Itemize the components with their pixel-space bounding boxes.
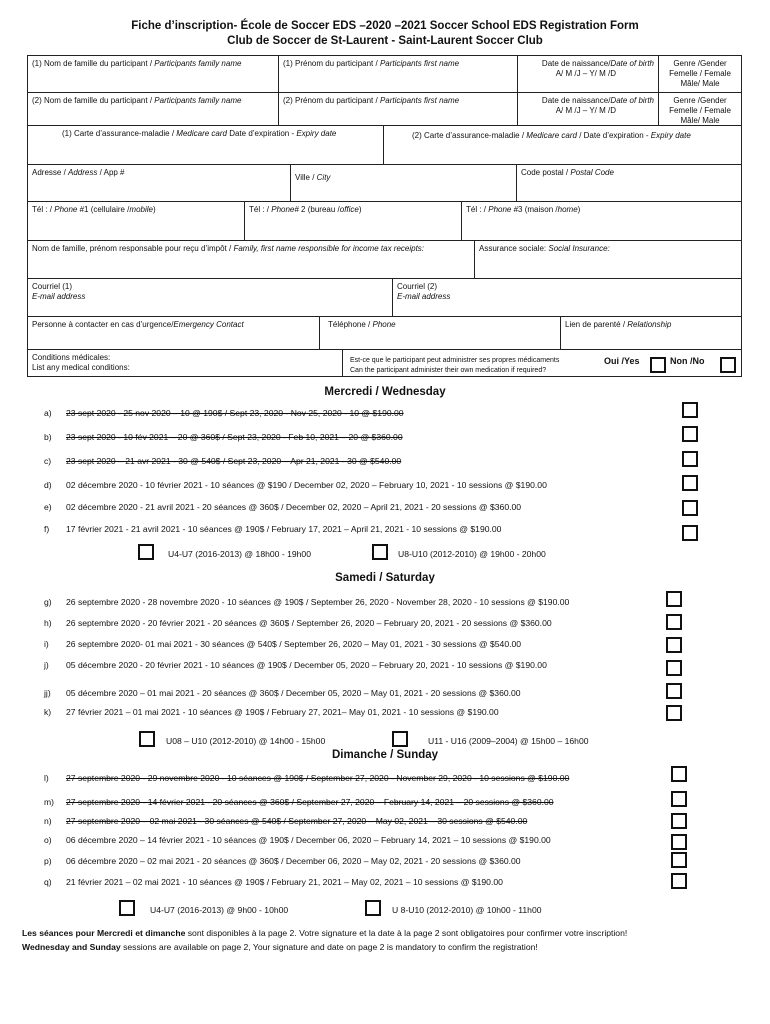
option-text: 23 sept 2020 – 21 avr 2021 - 30 @ 540$ / Sept 23, 2020 – Apr 21, 2021 - 30 @ $540.00 (66, 456, 402, 466)
sunday-option-checkbox[interactable] (671, 791, 687, 807)
footer-text: sessions are available on page 2, Your signature and date on page 2 is mandatory to confirm the registration! (120, 942, 538, 952)
label: / Date d’expiration - (576, 131, 651, 140)
label-en: Can the participant administer their own medication if required? (350, 367, 547, 374)
phone-2-field[interactable] (244, 201, 462, 241)
label: #1 (cellulaire / (77, 205, 130, 214)
p2-lastname-field[interactable] (27, 92, 279, 126)
label: ) (577, 205, 581, 214)
label-en: Medicare card (176, 129, 227, 138)
option-text: 02 décembre 2020 - 10 février 2021 - 10 séances @ $190 / December 02, 2020 – February 10, 2021 - 10 sessions @ $190.00 (66, 480, 547, 490)
option-letter: c) (44, 456, 52, 466)
label: (1) Carte d’assurance-maladie / (62, 129, 177, 138)
label: Date de naissance/ (541, 96, 611, 105)
wednesday-option (44, 408, 404, 418)
saturday-option (44, 688, 521, 698)
date-format: A/ M /J – Y/ M /D (555, 69, 616, 78)
label-en: home (557, 205, 578, 214)
label-en: Emergency Contact (173, 320, 244, 329)
label: Genre /Gender (673, 96, 727, 105)
label-en: Participants first name (379, 96, 460, 105)
label-en: Expiry date (296, 129, 337, 138)
label: Courriel (2) (397, 282, 438, 291)
label-en: Date of birth (610, 59, 654, 68)
wednesday-group-1-checkbox[interactable] (138, 544, 154, 560)
saturday-option-checkbox[interactable] (666, 591, 682, 607)
label-en: Medicare card (526, 131, 577, 140)
wednesday-option (44, 432, 403, 442)
label: Est-ce que le participant peut administrer ses propres médicaments (350, 357, 560, 364)
option-letter: q) (44, 877, 52, 887)
option-letter: jj) (44, 688, 51, 698)
footer-note-fr (22, 928, 627, 938)
emergency-contact-field[interactable] (27, 316, 320, 350)
saturday-group-2-checkbox[interactable] (392, 731, 408, 747)
option-letter: b) (44, 432, 52, 442)
option-text: 21 février 2021 – 02 mai 2021 - 10 séances @ 190$ / February 21, 2021 – May 02, 2021 – 10 sessions @ $190.00 (66, 877, 503, 887)
option-text: 23 sept 2020 - 25 nov 2020 – 10 @ 190$ / Sept 23, 2020 - Nov 25, 2020 - 10 @ $190.00 (66, 408, 404, 418)
wednesday-option-checkbox[interactable] (682, 525, 698, 541)
option-text: 05 décembre 2020 – 01 mai 2021 - 20 séances @ 360$ / December 05, 2020 – May 01, 2021 - 20 sessions @ $360.00 (66, 688, 521, 698)
option-letter: o) (44, 835, 52, 845)
label: Date de naissance/ (541, 59, 611, 68)
label: 2 (bureau / (298, 205, 340, 214)
label-en: Date of birth (610, 96, 654, 105)
wednesday-group-1-label: U4-U7 (2016-2013) @ 18h00 - 19h00 (168, 549, 311, 559)
wednesday-option-checkbox[interactable] (682, 451, 698, 467)
date-format: A/ M /J – Y/ M /D (555, 106, 616, 115)
option-text: 02 décembre 2020 - 21 avril 2021 - 20 séances @ 360$ / December 02, 2020 – April 21, 2021 - 20 sessions @ $360.00 (66, 502, 522, 512)
label-en: Phone (372, 320, 396, 329)
wednesday-option-checkbox[interactable] (682, 426, 698, 442)
option-text: 27 septembre 2020 - 29 novembre 2020 - 10 séances @ 190$ / September 27, 2020 - November 29, 2020 - 10 sessions @ $190.00 (66, 773, 570, 783)
footer-bold: Wednesday and Sunday (22, 942, 121, 952)
city-field[interactable] (290, 164, 517, 202)
label: Nom de famille, prénom responsable pour reçu d’impôt / (32, 244, 234, 253)
label: Conditions médicales: (32, 353, 111, 362)
medication-yes-checkbox[interactable] (650, 357, 666, 373)
saturday-option (44, 660, 547, 670)
saturday-option (44, 618, 552, 628)
p1-lastname-field[interactable] (27, 55, 279, 93)
option-letter: h) (44, 618, 52, 628)
saturday-option (44, 707, 499, 717)
email-1-field[interactable] (27, 278, 393, 317)
option-letter: n) (44, 816, 52, 826)
saturday-heading: Samedi / Saturday (335, 572, 435, 584)
address-field[interactable] (27, 164, 291, 202)
sunday-option-checkbox[interactable] (671, 834, 687, 850)
medication-no-label: Non /No (670, 356, 705, 366)
p1-firstname-field[interactable] (278, 55, 518, 93)
label: (2) Prénom du participant / (283, 96, 380, 105)
option-text: 27 septembre 2020 - 14 février 2021 - 20 séances @ 360$ / September 27, 2020 – February 14, 2021 – 20 sessions @ $360.00 (66, 797, 554, 807)
p1-dob-field[interactable] (517, 55, 659, 93)
option-letter: g) (44, 597, 52, 607)
wednesday-option-checkbox[interactable] (682, 402, 698, 418)
footer-note-en (22, 942, 538, 952)
form-title: Fiche d’inscription- École de Soccer EDS –2020 –2021 Soccer School EDS Registration Form (131, 20, 639, 32)
phone-1-field[interactable] (27, 201, 245, 241)
label: / App # (97, 168, 125, 177)
sunday-option (44, 835, 551, 845)
sunday-heading: Dimanche / Sunday (331, 749, 439, 761)
postal-code-field[interactable] (516, 164, 742, 202)
option-text: 17 février 2021 - 21 avril 2021 - 10 séances @ 190$ / February 17, 2021 – April 21, 2021 - 10 sessions @ $190.00 (66, 524, 502, 534)
option-text: 06 décembre 2020 – 14 février 2021 - 10 séances @ 190$ / December 06, 2020 – February 14, 2021 – 10 sessions @ $190.00 (66, 835, 551, 845)
label: Courriel (1) (32, 282, 73, 291)
option-text: 26 septembre 2020 - 20 février 2021 - 20 séances @ 360$ / September 26, 2020 – February 20, 2021 - 20 sessions @ $360.00 (66, 618, 552, 628)
label-en: Postal Code (570, 168, 614, 177)
saturday-option (44, 597, 569, 607)
label: (2) Nom de famille du participant / (32, 96, 155, 105)
sunday-option (44, 797, 554, 807)
label-en: Participants family name (154, 59, 242, 68)
option-text: 26 septembre 2020- 01 mai 2021 - 30 séances @ 540$ / September 26, 2020 – May 01, 2021 - 30 sessions @ $540.00 (66, 639, 522, 649)
label-en: office (339, 205, 359, 214)
label-en: Relationship (627, 320, 672, 329)
option-letter: e) (44, 502, 52, 512)
sunday-option (44, 816, 527, 826)
saturday-option-checkbox[interactable] (666, 705, 682, 721)
medicare-2-field[interactable] (383, 125, 742, 165)
option-text: 27 février 2021 – 01 mai 2021 - 10 séances @ 190$ / February 27, 2021– May 01, 2021 - 10 sessions @ $190.00 (66, 707, 499, 717)
label: Tél : / (32, 205, 55, 214)
sunday-group-2-label: U 8-U10 (2012-2010) @ 10h00 - 11h00 (392, 905, 542, 915)
label-en: E-mail address (397, 292, 451, 301)
label-en: Phone (54, 205, 78, 214)
medicare-1-field[interactable] (27, 125, 384, 165)
option-text: 23 sept 2020 - 10 fév 2021 – 20 @ 360$ / Sept 23, 2020 - Feb 10, 2021 – 20 @ $360.00 (66, 432, 403, 442)
label: ) (152, 205, 156, 214)
label-en: Family, first name responsible for income tax receipts: (233, 244, 425, 253)
label: Tél : / (466, 205, 489, 214)
sunday-option (44, 877, 503, 887)
option-letter: i) (44, 639, 49, 649)
label-en: City (316, 173, 331, 182)
saturday-option-checkbox[interactable] (666, 683, 682, 699)
label-en: Expiry date (650, 131, 691, 140)
p1-gender-field[interactable] (658, 55, 742, 93)
label-en: mobile (129, 205, 153, 214)
emergency-phone-field[interactable] (319, 316, 561, 350)
wednesday-option-checkbox[interactable] (682, 475, 698, 491)
label-en: Social Insurance: (548, 244, 610, 253)
label: Code postal / (521, 168, 571, 177)
sunday-option-checkbox[interactable] (671, 813, 687, 829)
label: Femelle / Female (669, 106, 731, 115)
saturday-group-1-checkbox[interactable] (139, 731, 155, 747)
footer-text: sont disponibles à la page 2. Votre signature et la date à la page 2 sont obligatoires pour confirmer votre inscription! (185, 928, 628, 938)
sunday-group-1-checkbox[interactable] (119, 900, 135, 916)
sunday-option-checkbox[interactable] (671, 766, 687, 782)
saturday-group-2-label: U11 - U16 (2009–2004) @ 15h00 – 16h00 (428, 736, 589, 746)
wednesday-option (44, 502, 521, 512)
wednesday-group-2-label: U8-U10 (2012-2010) @ 19h00 - 20h00 (398, 549, 546, 559)
option-text: 05 décembre 2020 - 20 février 2021 - 10 séances @ 190$ / December 05, 2020 – February 20, 2021 - 10 sessions @ $190.00 (66, 660, 547, 670)
option-text: 26 septembre 2020 - 28 novembre 2020 - 10 séances @ 190$ / September 26, 2020 - November 28, 2020 - 10 sessions @ $190.00 (66, 597, 570, 607)
label: (2) Carte d’assurance-maladie / (412, 131, 527, 140)
label: ) (358, 205, 362, 214)
sunday-option (44, 856, 521, 866)
option-letter: f) (44, 524, 50, 534)
option-letter: l) (44, 773, 49, 783)
label: Ville / (295, 173, 317, 182)
label: Tél : / (249, 205, 272, 214)
wednesday-heading: Mercredi / Wednesday (324, 386, 446, 398)
option-letter: m) (44, 797, 55, 807)
option-letter: d) (44, 480, 52, 490)
option-text: 06 décembre 2020 – 02 mai 2021 - 20 séances @ 360$ / December 06, 2020 – May 02, 2021 - 20 sessions @ $360.00 (66, 856, 521, 866)
label: (1) Prénom du participant / (283, 59, 380, 68)
sunday-option (44, 773, 569, 783)
label: Date d’expiration - (226, 129, 297, 138)
label-en: Participants first name (379, 59, 460, 68)
saturday-option (44, 639, 521, 649)
label: Téléphone / (328, 320, 373, 329)
wednesday-option (44, 524, 501, 534)
label-en: Participants family name (154, 96, 242, 105)
option-letter: a) (44, 408, 52, 418)
p2-firstname-field[interactable] (278, 92, 518, 126)
saturday-option-checkbox[interactable] (666, 660, 682, 676)
saturday-option-checkbox[interactable] (666, 614, 682, 630)
medication-yes-label: Oui /Yes (604, 356, 640, 366)
label: Genre /Gender (673, 59, 727, 68)
saturday-group-1-label: U08 – U10 (2012-2010) @ 14h00 - 15h00 (166, 736, 326, 746)
label-en: E-mail address (32, 292, 86, 301)
email-2-field[interactable] (392, 278, 742, 317)
label: (1) Nom de famille du participant / (32, 59, 155, 68)
medication-no-checkbox[interactable] (720, 357, 736, 373)
label-en: Phone (488, 205, 512, 214)
label: Adresse / (32, 168, 69, 177)
label-en: Address (68, 168, 98, 177)
label: Lien de parenté / (565, 320, 628, 329)
tax-receipt-name-field[interactable] (27, 240, 475, 279)
option-letter: p) (44, 856, 52, 866)
option-letter: j) (44, 660, 49, 670)
label-en: List any medical conditions: (32, 363, 130, 372)
label: #3 (maison / (511, 205, 558, 214)
label: Femelle / Female (669, 69, 731, 78)
wednesday-option-checkbox[interactable] (682, 500, 698, 516)
p2-gender-field[interactable] (658, 92, 742, 126)
saturday-option-checkbox[interactable] (666, 637, 682, 653)
relationship-field[interactable] (560, 316, 742, 350)
label: Personne à contacter en cas d’urgence/ (32, 320, 174, 329)
sunday-option-checkbox[interactable] (671, 852, 687, 868)
wednesday-option (44, 456, 401, 466)
footer-bold: Les séances pour Mercredi et dimanche (22, 928, 186, 938)
sunday-option-checkbox[interactable] (671, 873, 687, 889)
sunday-group-1-label: U4-U7 (2016-2013) @ 9h00 - 10h00 (150, 905, 289, 915)
label: Mâle/ Male (680, 79, 720, 88)
label: Assurance sociale: (479, 244, 549, 253)
wednesday-option (44, 480, 547, 490)
label-en: Phone# (271, 205, 299, 214)
option-text: 27 septembre 2020 – 02 mai 2021 - 30 séances @ 540$ / September 27, 2020 – May 02, 2021 – 30 sessions @ $540.00 (66, 816, 528, 826)
p2-dob-field[interactable] (517, 92, 659, 126)
medical-conditions-field[interactable] (27, 349, 343, 377)
phone-3-field[interactable] (461, 201, 742, 241)
option-letter: k) (44, 707, 52, 717)
social-insurance-field[interactable] (474, 240, 742, 279)
label: Mâle/ Male (680, 116, 720, 125)
club-name: Club de Soccer de St-Laurent - Saint-Laurent Soccer Club (227, 35, 543, 47)
sunday-group-2-checkbox[interactable] (365, 900, 381, 916)
wednesday-group-2-checkbox[interactable] (372, 544, 388, 560)
